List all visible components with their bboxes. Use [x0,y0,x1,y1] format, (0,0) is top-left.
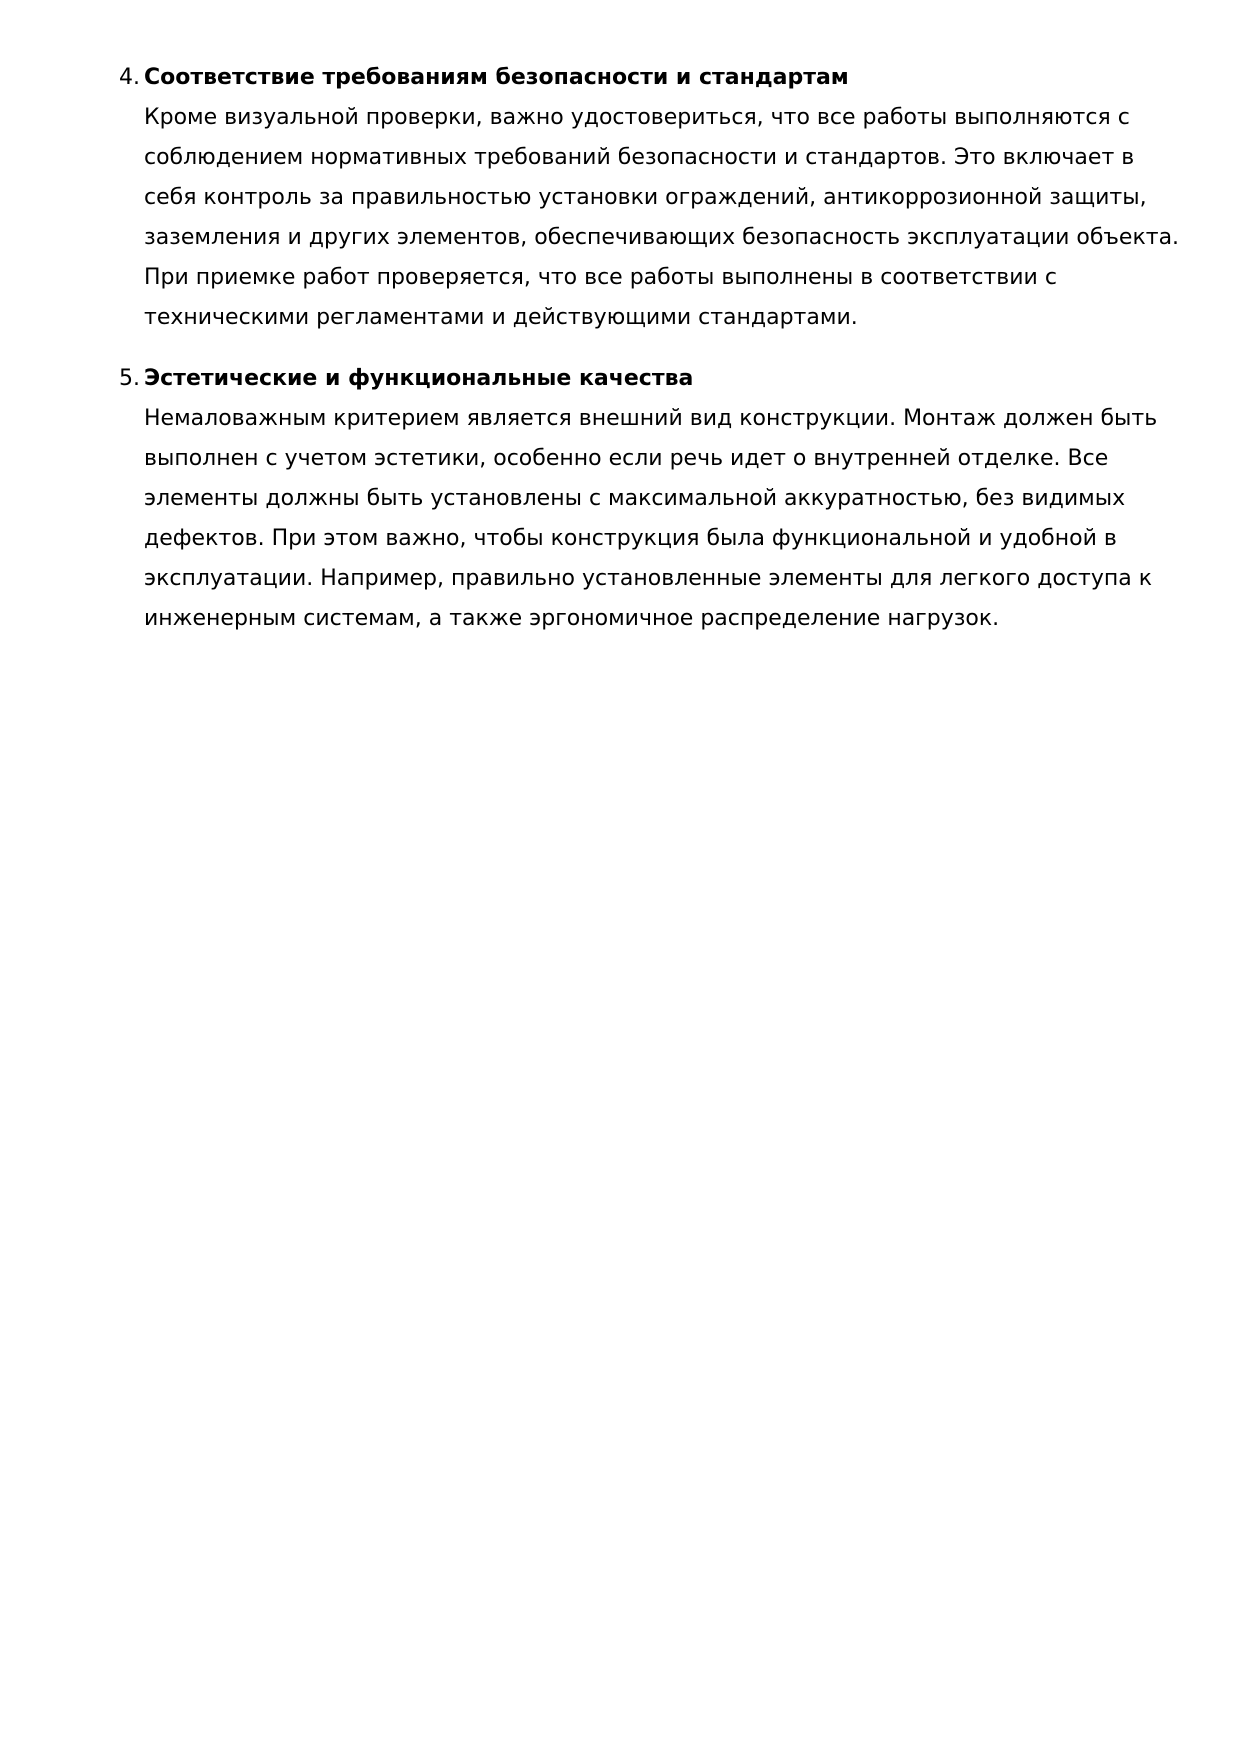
list-item-title: Соответствие требованиям безопасности и стандартам [144,65,849,90]
list-item-title: Эстетические и функциональные качества [144,366,694,391]
list-item-5 [112,359,1162,639]
list-item-number: 4. [119,65,140,90]
paragraph-line: выполнен с учетом эстетики, особенно если речь идет о внутренней отделке. Все [144,446,1109,471]
paragraph-line: соблюдением нормативных требований безопасности и стандартов. Это включает в [144,145,1135,170]
list-item-body [144,399,1162,639]
paragraph-line: дефектов. При этом важно, чтобы конструкция была функциональной и удобной в [144,526,1117,551]
list-item-body [144,98,1180,338]
paragraph-line: техническими регламентами и действующими стандартами. [144,305,858,330]
numbered-list [112,58,1180,660]
paragraph-line: элементы должны быть установлены с максимальной аккуратностью, без видимых [144,486,1126,511]
list-item-number: 5. [119,366,140,391]
paragraph-line: Кроме визуальной проверки, важно удостовериться, что все работы выполняются с [144,105,1130,130]
paragraph-line: себя контроль за правильностью установки ограждений, антикоррозионной защиты, [144,185,1147,210]
paragraph-line: заземления и других элементов, обеспечивающих безопасность эксплуатации объекта. [144,225,1180,250]
paragraph-line: инженерным системам, а также эргономичное распределение нагрузок. [144,606,1000,631]
paragraph-line: эксплуатации. Например, правильно установленные элементы для легкого доступа к [144,566,1152,591]
list-item-4 [112,58,1180,338]
paragraph-line: При приемке работ проверяется, что все работы выполнены в соответствии с [144,265,1057,290]
paragraph-line: Немаловажным критерием является внешний вид конструкции. Монтаж должен быть [144,406,1158,431]
